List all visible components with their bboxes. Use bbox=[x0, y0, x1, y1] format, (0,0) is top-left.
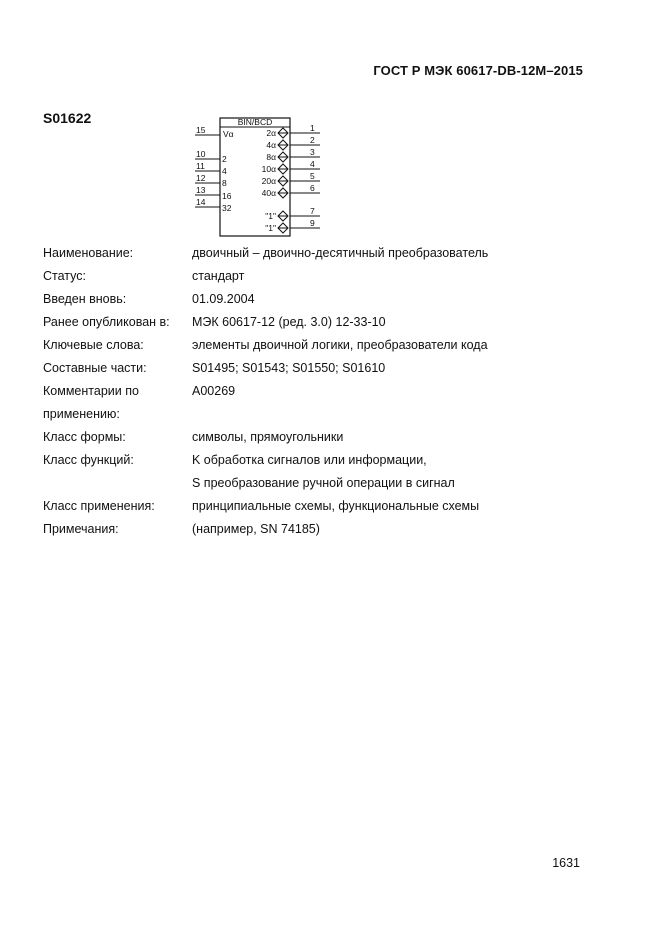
input-pin: 14 bbox=[196, 197, 206, 207]
input-weight: 16 bbox=[222, 191, 232, 201]
logic-symbol-diagram bbox=[190, 113, 330, 241]
property-value: S01495; S01543; S01550; S01610 bbox=[192, 361, 386, 375]
property-label: Комментарии по bbox=[43, 384, 139, 398]
input-weight: 4 bbox=[222, 166, 227, 176]
property-label: Составные части: bbox=[43, 361, 147, 375]
symbol-code: S01622 bbox=[43, 110, 92, 126]
output-pin: 4 bbox=[310, 159, 315, 169]
property-row bbox=[43, 265, 583, 288]
open-collector-mark bbox=[278, 128, 288, 138]
open-collector-mark bbox=[278, 188, 288, 198]
output-label: 10α bbox=[261, 164, 276, 174]
property-label: Класс функций: bbox=[43, 453, 134, 467]
output-pin: 9 bbox=[310, 218, 315, 228]
property-value: МЭК 60617-12 (ред. 3.0) 12-33-10 bbox=[192, 315, 386, 329]
input-pin: 12 bbox=[196, 173, 206, 183]
property-row bbox=[43, 403, 583, 426]
property-value: элементы двоичной логики, преобразователи кода bbox=[192, 338, 488, 352]
property-row bbox=[43, 495, 583, 518]
property-label: Класс применения: bbox=[43, 499, 155, 513]
output-label: "1" bbox=[265, 211, 276, 221]
property-value: двоичный – двоично-десятичный преобразователь bbox=[192, 246, 489, 260]
property-label bbox=[43, 472, 192, 495]
property-label: применению: bbox=[43, 407, 120, 421]
property-row bbox=[43, 334, 583, 357]
output-pin: 3 bbox=[310, 147, 315, 157]
property-label: Наименование: bbox=[43, 246, 134, 260]
property-value: (например, SN 74185) bbox=[192, 522, 320, 536]
input-weight: 2 bbox=[222, 154, 227, 164]
output-label: 4α bbox=[266, 140, 276, 150]
property-label: Ключевые слова: bbox=[43, 338, 144, 352]
output-pin: 6 bbox=[310, 183, 315, 193]
input-weight: 32 bbox=[222, 203, 232, 213]
page-number: 1631 bbox=[552, 856, 580, 870]
input-pin: 10 bbox=[196, 149, 206, 159]
output-pin: 1 bbox=[310, 123, 315, 133]
property-row bbox=[43, 242, 583, 265]
property-row bbox=[43, 472, 583, 495]
property-value: принципиальные схемы, функциональные схемы bbox=[192, 499, 480, 513]
open-collector-mark bbox=[278, 152, 288, 162]
input-weight: 8 bbox=[222, 178, 227, 188]
output-label: "1" bbox=[265, 223, 276, 233]
output-label: 20α bbox=[261, 176, 276, 186]
property-value: 01.09.2004 bbox=[192, 292, 255, 306]
property-value bbox=[192, 403, 583, 426]
property-row bbox=[43, 357, 583, 380]
output-pin: 7 bbox=[310, 206, 315, 216]
property-value: стандарт bbox=[192, 269, 245, 283]
property-row bbox=[43, 518, 583, 541]
open-collector-mark bbox=[278, 211, 288, 221]
property-label: Статус: bbox=[43, 269, 86, 283]
open-collector-mark bbox=[278, 164, 288, 174]
input-pin: 13 bbox=[196, 185, 206, 195]
properties-table bbox=[43, 242, 583, 541]
property-row bbox=[43, 449, 583, 472]
output-label: 8α bbox=[266, 152, 276, 162]
property-value: A00269 bbox=[192, 384, 236, 398]
property-row bbox=[43, 380, 583, 403]
input-label: Vα bbox=[223, 129, 234, 139]
document-header: ГОСТ Р МЭК 60617-DB-12M–2015 bbox=[373, 63, 583, 78]
property-value: S преобразование ручной операции в сигнал bbox=[192, 476, 455, 490]
property-row bbox=[43, 311, 583, 334]
property-label: Ранее опубликован в: bbox=[43, 315, 170, 329]
property-value: символы, прямоугольники bbox=[192, 430, 344, 444]
open-collector-mark bbox=[278, 223, 288, 233]
property-row bbox=[43, 426, 583, 449]
input-pin: 11 bbox=[196, 161, 205, 171]
output-pin: 5 bbox=[310, 171, 315, 181]
input-pin: 15 bbox=[196, 125, 206, 135]
property-value: K обработка сигналов или информации, bbox=[192, 453, 427, 467]
output-label: 40α bbox=[261, 188, 276, 198]
property-row bbox=[43, 288, 583, 311]
property-label: Класс формы: bbox=[43, 430, 126, 444]
property-label: Примечания: bbox=[43, 522, 119, 536]
output-label: 2α bbox=[266, 128, 276, 138]
box-label: BIN/BCD bbox=[237, 117, 273, 127]
output-pin: 2 bbox=[310, 135, 315, 145]
open-collector-mark bbox=[278, 140, 288, 150]
open-collector-mark bbox=[278, 176, 288, 186]
property-label: Введен вновь: bbox=[43, 292, 127, 306]
